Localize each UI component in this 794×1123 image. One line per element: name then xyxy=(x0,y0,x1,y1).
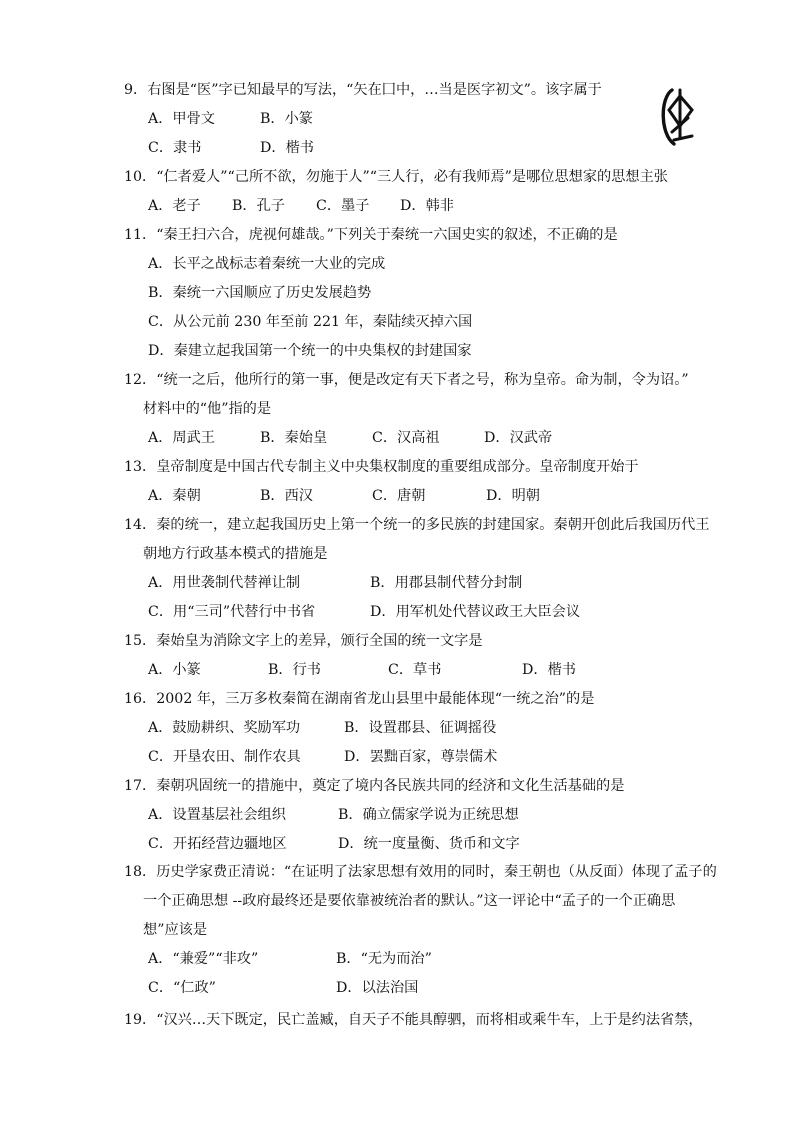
question-14-option: D．用军机处代替议政王大臣会议 xyxy=(370,604,581,620)
question-12-option: A．周武王 xyxy=(148,430,215,446)
question-15-option: B．行书 xyxy=(268,662,321,678)
question-18-stem-line: 想”应该是 xyxy=(143,922,208,938)
question-18-option: B．“无为而治” xyxy=(336,951,432,967)
question-10-option: B．孔子 xyxy=(232,198,285,214)
question-13-option: C．唐朝 xyxy=(372,488,426,504)
question-10-option: D．韩非 xyxy=(400,198,454,214)
question-12-stem-line: 12．“统一之后，他所行的第一事，便是改定有天下者之号，称为皇帝。命为制，令为诏。” xyxy=(124,372,689,388)
question-19-stem-line: 19．“汉兴…天下既定，民亡盖臧，自天子不能具醇驷，而将相或乘牛车，上于是约法省禁， xyxy=(124,1012,703,1028)
question-9-option: D．楷书 xyxy=(260,140,314,156)
question-16-stem-line: 16．2002 年，三万多枚秦简在湖南省龙山县里中最能体现“一统之治”的是 xyxy=(124,691,595,707)
question-16-option: B．设置郡县、征调摇役 xyxy=(344,720,497,736)
question-11-option: C．从公元前 230 年至前 221 年，秦陆续灭掉六国 xyxy=(148,314,473,330)
question-14-stem-line: 14．秦的统一，建立起我国历史上第一个统一的多民族的封建国家。秦朝开创此后我国历代王 xyxy=(124,517,710,533)
question-13-option: B．西汉 xyxy=(260,488,313,504)
question-17-stem-line: 17．秦朝巩固统一的措施中，奠定了境内各民族共同的经济和文化生活基础的是 xyxy=(124,778,625,794)
question-14-option: B．用郡县制代替分封制 xyxy=(370,575,523,591)
question-17-option: A．设置基层社会组织 xyxy=(148,807,286,823)
question-9-option: A．甲骨文 xyxy=(148,111,215,127)
question-13-option: D．明朝 xyxy=(486,488,540,504)
question-16-option: D．罢黜百家，尊崇儒术 xyxy=(344,749,498,765)
question-9-option: C．隶书 xyxy=(148,140,202,156)
question-18-stem-line: 18．历史学家费正清说：“在证明了法家思想有效用的同时，秦王朝也（从反面）体现了孟子的 xyxy=(124,864,717,880)
question-11-option: B．秦统一六国顺应了历史发展趋势 xyxy=(148,285,372,301)
question-13-option: A．秦朝 xyxy=(148,488,201,504)
ancient-yi-character-icon xyxy=(652,80,708,152)
question-17-option: B．确立儒家学说为正统思想 xyxy=(338,807,519,823)
question-10-option: A．老子 xyxy=(148,198,201,214)
question-14-stem-line: 朝地方行政基本模式的措施是 xyxy=(143,546,328,562)
question-10-option: C．墨子 xyxy=(316,198,370,214)
question-13-stem-line: 13．皇帝制度是中国古代专制主义中央集权制度的重要组成部分。皇帝制度开始于 xyxy=(124,459,639,475)
question-12-option: B．秦始皇 xyxy=(260,430,328,446)
question-12-option: C．汉高祖 xyxy=(372,430,440,446)
question-17-option: C．开拓经营边疆地区 xyxy=(148,836,287,852)
question-9-stem-line: 9．右图是“医”字已知最早的写法，“矢在囗中，…当是医字初文”。该字属于 xyxy=(124,82,602,98)
question-14-option: A．用世袭制代替禅让制 xyxy=(148,575,301,591)
question-16-option: C．开垦农田、制作农具 xyxy=(148,749,301,765)
question-14-option: C．用“三司”代替行中书省 xyxy=(148,604,316,620)
question-10-stem-line: 10．“仁者爱人”“己所不欲，勿施于人”“三人行，必有我师焉”是哪位思想家的思想主张 xyxy=(124,169,668,185)
question-9-option: B．小篆 xyxy=(260,111,313,127)
question-15-option: A．小篆 xyxy=(148,662,201,678)
question-18-option: D．以法治国 xyxy=(336,980,419,996)
question-18-stem-line: 一个正确思想 --政府最终还是要依靠被统治者的默认。”这一评论中“孟子的一个正确思 xyxy=(143,893,676,909)
question-17-option: D．统一度量衡、货币和文字 xyxy=(338,836,520,852)
question-15-option: D．楷书 xyxy=(522,662,576,678)
question-18-option: A．“兼爱”“非攻” xyxy=(148,951,259,967)
question-16-option: A．鼓励耕织、奖励军功 xyxy=(148,720,301,736)
question-18-option: C．“仁政” xyxy=(148,980,216,996)
question-11-stem-line: 11．“秦王扫六合，虎视何雄哉。”下列关于秦统一六国史实的叙述，不正确的是 xyxy=(124,227,618,243)
question-15-option: C．草书 xyxy=(388,662,442,678)
question-11-option: A．长平之战标志着秦统一大业的完成 xyxy=(148,256,386,272)
question-11-option: D．秦建立起我国第一个统一的中央集权的封建国家 xyxy=(148,343,472,359)
question-12-option: D．汉武帝 xyxy=(484,430,553,446)
question-12-stem-line: 材料中的“他”指的是 xyxy=(143,401,272,417)
question-15-stem-line: 15．秦始皇为消除文字上的差异，颁行全国的统一文字是 xyxy=(124,633,483,649)
